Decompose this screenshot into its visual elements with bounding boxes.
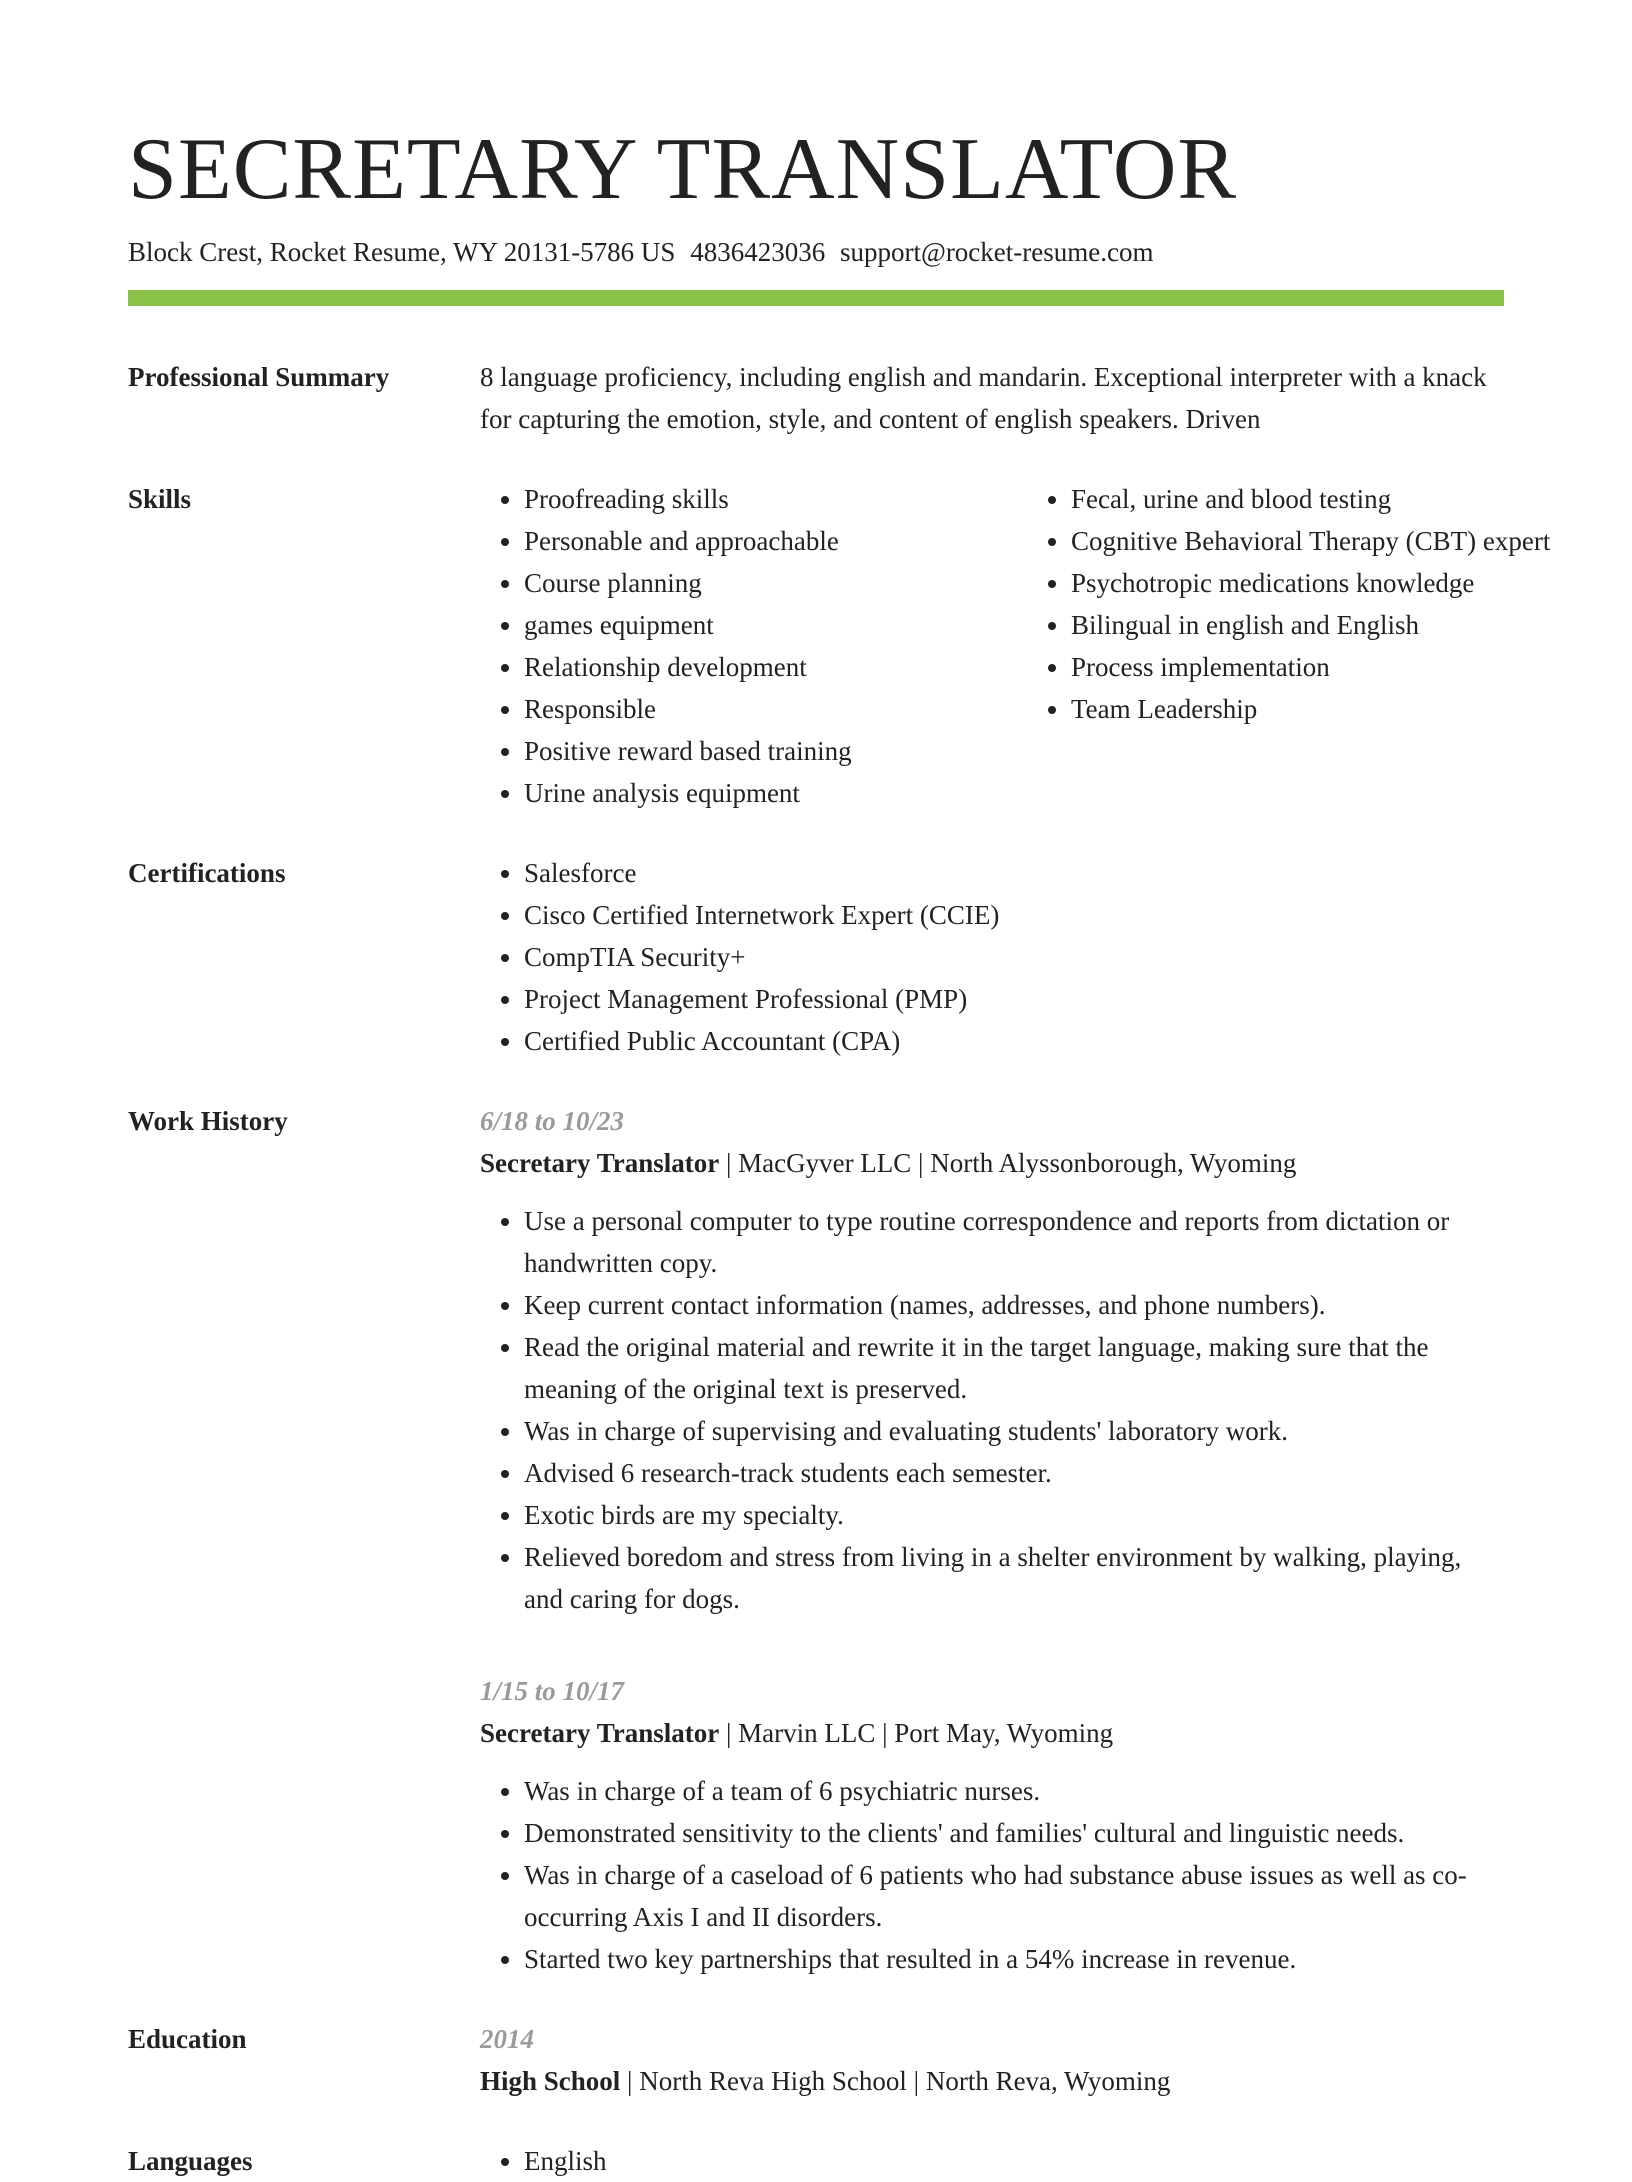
job-bullet: • Started two key partnerships that resulted in a 54% increase in revenue. bbox=[524, 1938, 1504, 1980]
certification-item: • Salesforce bbox=[524, 852, 1504, 894]
certifications-section bbox=[128, 852, 1504, 1062]
education-details: | North Reva High School | North Reva, Wyoming bbox=[620, 2066, 1171, 2096]
job-entry bbox=[480, 1670, 1504, 1980]
skill-item: • Bilingual in english and English bbox=[1071, 604, 1571, 646]
skills-section bbox=[128, 478, 1551, 814]
certification-item: • CompTIA Security+ bbox=[524, 936, 1504, 978]
skill-item: • games equipment bbox=[524, 604, 984, 646]
certification-item: • Project Management Professional (PMP) bbox=[524, 978, 1504, 1020]
languages-section bbox=[128, 2140, 1504, 2182]
job-dates: 6/18 to 10/23 bbox=[480, 1106, 625, 1136]
skill-item: • Positive reward based training bbox=[524, 730, 984, 772]
job-bullets bbox=[480, 1200, 1504, 1620]
skill-item: • Proofreading skills bbox=[524, 478, 984, 520]
job-bullet: • Was in charge of a caseload of 6 patients who had substance abuse issues as well as co-occurring Axis I and II disorders. bbox=[524, 1854, 1504, 1938]
job-bullet: • Demonstrated sensitivity to the clients' and families' cultural and linguistic needs. bbox=[524, 1812, 1504, 1854]
header-divider bbox=[128, 290, 1504, 306]
resume-name: SECRETARY TRANSLATOR bbox=[128, 121, 1238, 218]
skill-item: • Fecal, urine and blood testing bbox=[1071, 478, 1571, 520]
skill-item: • Psychotropic medications knowledge bbox=[1071, 562, 1571, 604]
job-bullets bbox=[480, 1770, 1504, 1980]
education-heading: Education bbox=[128, 2024, 247, 2054]
skills-heading: Skills bbox=[128, 484, 192, 514]
resume-page bbox=[128, 118, 1551, 2182]
skills-list-left bbox=[480, 478, 984, 814]
skill-item: • Team Leadership bbox=[1071, 688, 1571, 730]
work-history-section bbox=[128, 1100, 1504, 1980]
certifications-list bbox=[480, 852, 1504, 1062]
certifications-heading: Certifications bbox=[128, 858, 286, 888]
job-details: | MacGyver LLC | North Alyssonborough, Wyoming bbox=[719, 1148, 1297, 1178]
job-bullet: • Read the original material and rewrite it in the target language, making sure that the meaning of the original text is preserved. bbox=[524, 1326, 1504, 1410]
job-title-line bbox=[480, 1142, 1504, 1184]
certification-item: • Cisco Certified Internetwork Expert (CCIE) bbox=[524, 894, 1504, 936]
job-bullet: • Use a personal computer to type routine correspondence and reports from dictation or handwritten copy. bbox=[524, 1200, 1504, 1284]
skills-list-right bbox=[1027, 478, 1571, 814]
certification-item: • Certified Public Accountant (CPA) bbox=[524, 1020, 1504, 1062]
summary-section bbox=[128, 356, 1504, 440]
education-year: 2014 bbox=[480, 2024, 534, 2054]
job-title-line bbox=[480, 1712, 1504, 1754]
job-bullet: • Keep current contact information (names, addresses, and phone numbers). bbox=[524, 1284, 1504, 1326]
contact-line bbox=[128, 234, 1504, 270]
job-dates: 1/15 to 10/17 bbox=[480, 1676, 625, 1706]
job-bullet: • Exotic birds are my specialty. bbox=[524, 1494, 1504, 1536]
contact-phone: 4836423036 bbox=[690, 237, 826, 267]
education-degree: High School bbox=[480, 2066, 621, 2096]
languages-list bbox=[480, 2140, 1504, 2182]
job-bullet: • Relieved boredom and stress from living in a shelter environment by walking, playing, and caring for dogs. bbox=[524, 1536, 1504, 1620]
summary-text: 8 language proficiency, including english and mandarin. Exceptional interpreter with a knack for capturing the emotion, style, and content of english speakers. Driven bbox=[480, 362, 1487, 434]
skill-item: • Responsible bbox=[524, 688, 984, 730]
work-history-heading: Work History bbox=[128, 1106, 288, 1136]
job-role: Secretary Translator bbox=[480, 1148, 720, 1178]
skill-item: • Personable and approachable bbox=[524, 520, 984, 562]
skill-item: • Relationship development bbox=[524, 646, 984, 688]
job-details: | Marvin LLC | Port May, Wyoming bbox=[719, 1718, 1114, 1748]
summary-heading: Professional Summary bbox=[128, 362, 390, 392]
job-bullet: • Advised 6 research-track students each semester. bbox=[524, 1452, 1504, 1494]
education-section bbox=[128, 2018, 1504, 2102]
job-bullet: • Was in charge of supervising and evaluating students' laboratory work. bbox=[524, 1410, 1504, 1452]
job-role: Secretary Translator bbox=[480, 1718, 720, 1748]
skill-item: • Process implementation bbox=[1071, 646, 1571, 688]
skill-item: • Cognitive Behavioral Therapy (CBT) expert bbox=[1071, 520, 1571, 562]
job-entry bbox=[480, 1100, 1504, 1620]
languages-heading: Languages bbox=[128, 2146, 253, 2176]
contact-address: Block Crest, Rocket Resume, WY 20131-5786 US bbox=[128, 237, 676, 267]
skill-item: • Course planning bbox=[524, 562, 984, 604]
contact-email: support@rocket-resume.com bbox=[839, 237, 1154, 267]
education-line bbox=[480, 2060, 1504, 2102]
language-item: • English bbox=[524, 2140, 1504, 2182]
job-bullet: • Was in charge of a team of 6 psychiatric nurses. bbox=[524, 1770, 1504, 1812]
skill-item: • Urine analysis equipment bbox=[524, 772, 984, 814]
